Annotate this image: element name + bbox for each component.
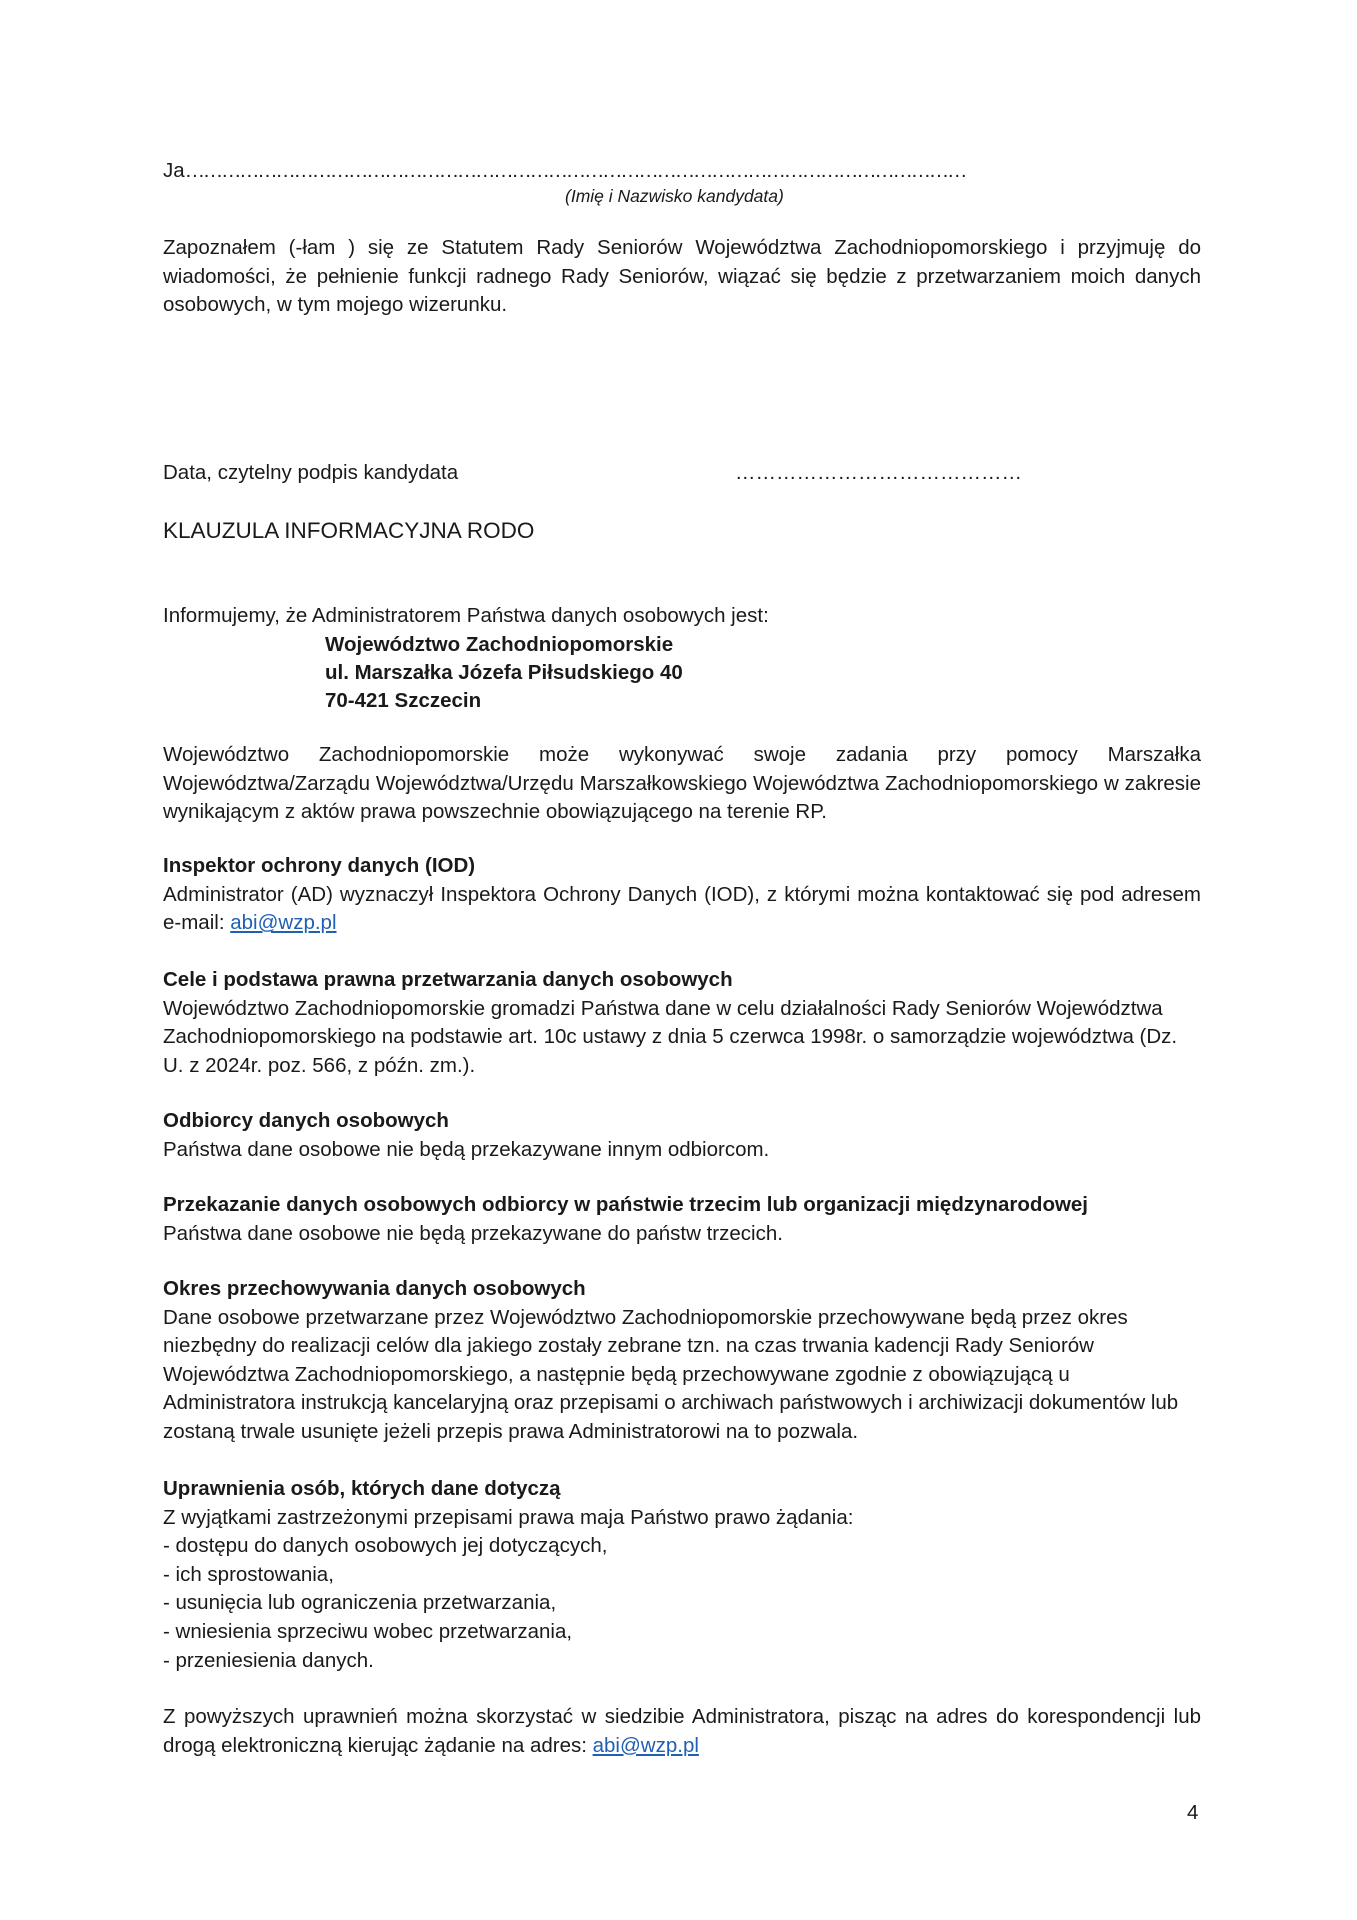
- recipients-heading: Odbiorcy danych osobowych: [163, 1109, 449, 1132]
- recipients-text: Państwa dane osobowe nie będą przekazywane innym odbiorcom.: [163, 1137, 770, 1161]
- purposes-text: Województwo Zachodniopomorskie gromadzi Państwa dane w celu działalności Rady Seniorów Województwa Zachodniopomorskiego na podstawie art. 10c ustawy z dnia 5 czerwca 1998r. o samorządzie województwa (Dz. U. z 2024r. poz. 566, z późn. zm.).: [163, 996, 1178, 1077]
- rights-heading: Uprawnienia osób, których dane dotyczą: [163, 1477, 561, 1500]
- rights-closing-body: Z powyższych uprawnień można skorzystać w siedzibie Administratora, pisząc na adres do korespondencji lub drogą elektroniczną kierując żądanie na adres:: [163, 1705, 1201, 1757]
- list-item: - usunięcia lub ograniczenia przetwarzania,: [163, 1591, 557, 1615]
- purposes-heading: Cele i podstawa prawna przetwarzania danych osobowych: [163, 968, 733, 991]
- ja-prefix: Ja: [163, 159, 185, 182]
- iod-text-body: Administrator (AD) wyznaczył Inspektora Ochrony Danych (IOD), z którymi można kontaktować się pod adresem e-mail:: [163, 882, 1201, 935]
- transfer-text: Państwa dane osobowe nie będą przekazywane do państw trzecich.: [163, 1221, 783, 1245]
- list-item: - ich sprostowania,: [163, 1562, 334, 1586]
- recipients-section: [163, 1107, 1201, 1164]
- signature-label: Data, czytelny podpis kandydata: [163, 461, 459, 484]
- rights-closing: [163, 1703, 1201, 1760]
- retention-text: Dane osobowe przetwarzane przez Województwo Zachodniopomorskie przechowywane będą przez okres niezbędny do realizacji celów dla jakiego zostały zebrane tzn. na czas trwania kadencji Rady Seniorów Województwa Zachodniopomorskiego, a następnie będą przechowywane zgodnie z obowiązującą u Administratora instrukcją kancelaryjną oraz przepisami o archiwach państwowych i archiwizacji dokumentów lub zostaną trwale usunięte jeżeli przepis prawa Administratorowi na to pozwala.: [163, 1305, 1179, 1443]
- retention-section: [163, 1275, 1201, 1447]
- administrator-city: 70-421 Szczecin: [325, 689, 482, 712]
- administrator-street: ul. Marszałka Józefa Piłsudskiego 40: [325, 661, 683, 684]
- rights-intro: Z wyjątkami zastrzeżonymi przepisami prawa maja Państwo prawo żądania:: [163, 1505, 854, 1529]
- name-dots: …………………………………………………………………………………………………………………: [184, 159, 966, 182]
- retention-heading: Okres przechowywania danych osobowych: [163, 1277, 586, 1300]
- rights-section: [163, 1475, 1201, 1675]
- iod-email-link[interactable]: abi@wzp.pl: [230, 911, 337, 935]
- page-number: 4: [1187, 1801, 1199, 1824]
- clause-title: KLAUZULA INFORMACYJNA RODO: [163, 518, 535, 543]
- list-item: - przeniesienia danych.: [163, 1648, 374, 1672]
- signature-dots: ……………………………………: [735, 461, 1022, 484]
- rights-list: [163, 1532, 1201, 1675]
- transfer-heading: Przekazanie danych osobowych odbiorcy w państwie trzecim lub organizacji międzynarodowej: [163, 1193, 1089, 1216]
- declaration-text: Zapoznałem (-łam ) się ze Statutem Rady Seniorów Województwa Zachodniopomorskiego i przyjmuję do wiadomości, że pełnienie funkcji radnego Rady Seniorów, wiązać się będzie z przetwarzaniem moich danych osobowych, w tym mojego wizerunku.: [163, 236, 1201, 317]
- iod-heading: Inspektor ochrony danych (IOD): [163, 854, 476, 877]
- iod-section: [163, 852, 1201, 938]
- name-caption: (Imię i Nazwisko kandydata): [565, 186, 784, 206]
- list-item: - wniesienia sprzeciwu wobec przetwarzania,: [163, 1619, 573, 1643]
- administrator-name: Województwo Zachodniopomorskie: [325, 633, 674, 656]
- transfer-section: [163, 1191, 1201, 1248]
- administrator-intro: Informujemy, że Administratorem Państwa danych osobowych jest:: [163, 604, 769, 627]
- administrator-tasks: Województwo Zachodniopomorskie może wykonywać swoje zadania przy pomocy Marszałka Województwa/Zarządu Województwa/Urzędu Marszałkowskiego Województwa Zachodniopomorskiego w zakresie wynikającym z aktów prawa powszechnie obowiązującego na terenie RP.: [163, 743, 1201, 824]
- purposes-section: [163, 966, 1201, 1080]
- iod-text: [163, 881, 1201, 938]
- rights-email-link[interactable]: abi@wzp.pl: [592, 1733, 699, 1757]
- candidate-name-line: [163, 157, 965, 186]
- list-item: - dostępu do danych osobowych jej dotyczących,: [163, 1534, 608, 1558]
